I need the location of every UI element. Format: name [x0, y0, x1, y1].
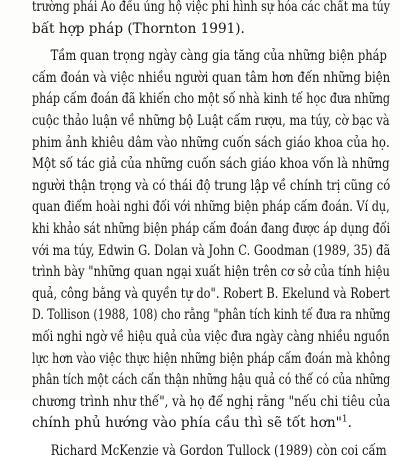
text-line: phân tích một cách cẩn thận những hậu quả có thể có của những — [32, 372, 391, 389]
text-line: lực hơn vào việc thực hiện những biện pháp cấm đoán mà không — [32, 350, 391, 367]
text-line-last — [32, 413, 390, 435]
text-line-indented: Richard McKenzie và Gordon Tullock (1989) còn coi cấm — [50, 442, 387, 459]
text-line: người thận trọng và có thái độ trung lập về chính trị cũng có — [32, 177, 391, 194]
text-line: pháp cấm đoán đã khiến cho một số nhà kinh tế học đưa những — [32, 91, 391, 108]
text-line: khi khảo sát những biện pháp cấm đoán đang được áp dụng đối — [32, 220, 391, 237]
text-line: quả, công bằng và quyền tự do". Robert B. Ekelund và Robert — [32, 285, 390, 302]
text-line: mối nghi ngờ về hiệu quả của việc đưa ngày càng nhiều nguồn — [32, 328, 390, 345]
text-line: D. Tollison (1988, 108) cho rằng "phân tích kinh tế đưa ra những — [32, 307, 391, 324]
text-line: trường phái Áo đều ủng hộ việc phi hình sự hóa các chất ma túy — [32, 0, 391, 15]
text-line: trình bày "những quan ngại xuất hiện trên cơ sở của tính hiệu — [32, 264, 390, 281]
text-line: quan điểm hoài nghi đối với những biện pháp cấm đoán. Ví dụ, — [32, 199, 390, 216]
text-line-indented: Tầm quan trọng ngày càng gia tăng của những biện pháp — [50, 48, 387, 65]
paragraph-continuation — [32, 0, 390, 40]
text-line-content: chính phủ hướng vào phía cầu thì sẽ tốt hơn" — [32, 415, 342, 432]
page-text — [32, 0, 390, 462]
text-line: với ma túy, Edwin G. Dolan và John C. Goodman (1989, 35) đã — [32, 242, 391, 259]
text-line: Một số tác giả của những cuốn sách giáo khoa vốn là những — [32, 156, 390, 173]
footnote-marker[interactable]: 1 — [341, 414, 348, 425]
sentence-end: . — [347, 415, 352, 432]
text-line: phim ảnh khiêu dâm vào những cuốn sách giáo khoa của họ. — [32, 134, 390, 151]
text-line: bất hợp pháp (Thornton 1991). — [32, 20, 245, 37]
text-line: cấm đoán và việc nhiều người quan tâm hơn đến những biện — [32, 69, 391, 86]
text-line: cuộc thảo luận về những bộ Luật cấm rượu, ma túy, cờ bạc và — [32, 112, 390, 129]
paragraph-next — [32, 441, 390, 462]
paragraph-main — [32, 46, 390, 435]
text-line: chương trình như thế", và họ để nghị rằng "nếu chi tiêu của — [32, 393, 391, 410]
